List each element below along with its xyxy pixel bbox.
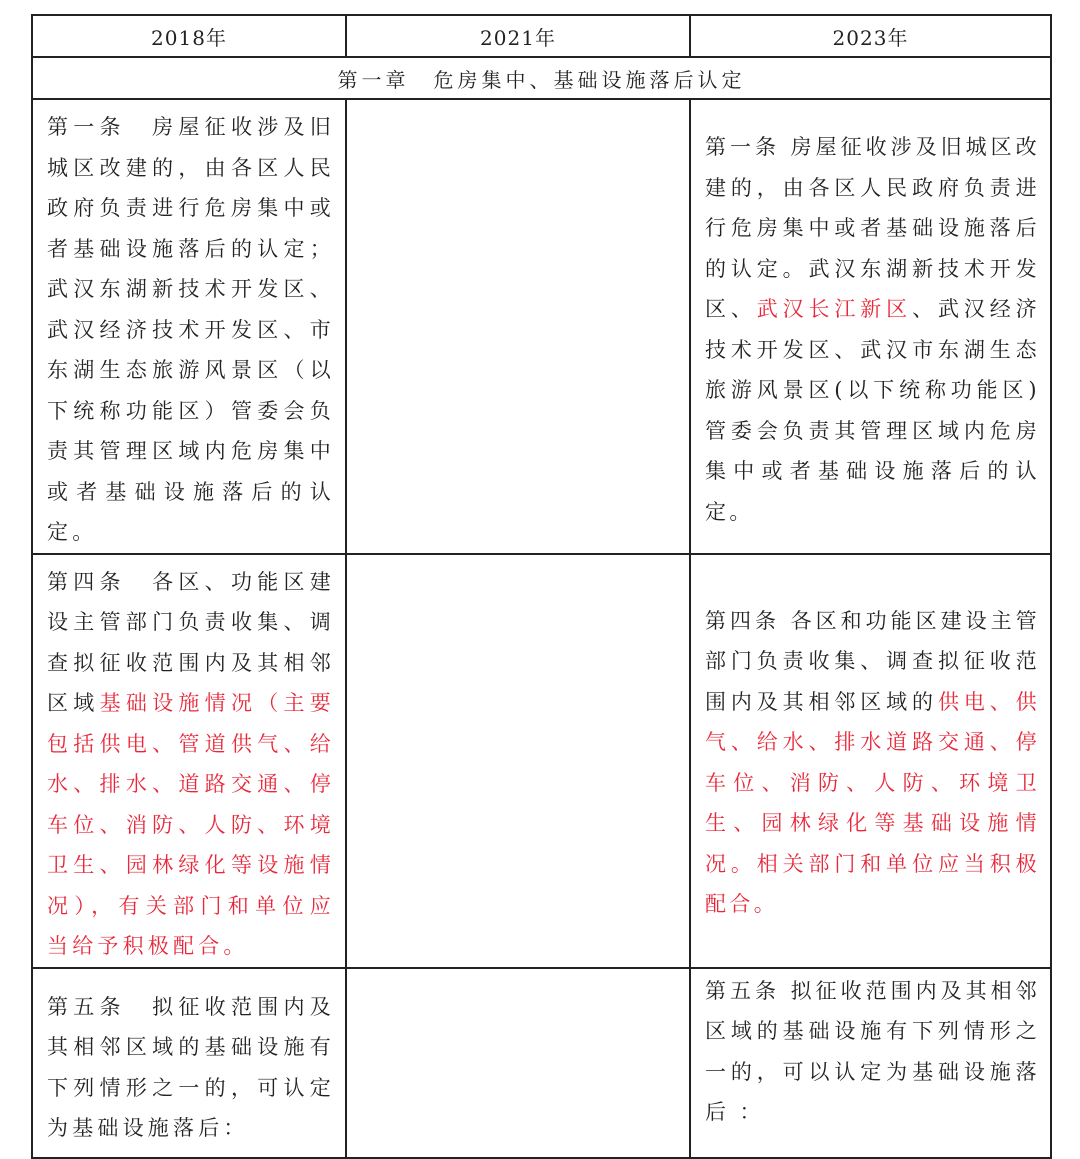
article-1-2018: [33, 100, 345, 553]
comparison-table: [31, 14, 1052, 1159]
text-segment: 、武汉经济技术开发区、武汉市东湖生态旅游风景区(以下统称功能区)管委会负责其管理区域内危房集中或者基础设施落后的认定。: [705, 297, 1040, 524]
text-segment: 第五条 拟征收范围内及其相邻区域的基础设施有下列情形之一的，可认定为基础设施落后：: [47, 994, 335, 1140]
text-segment: 第五条 拟征收范围内及其相邻区域的基础设施有下列情形之一的，可以认定为基础设施落后 ：: [705, 978, 1040, 1124]
table-row: [32, 968, 1051, 1158]
cell-2018: [32, 554, 346, 968]
header-row: [32, 15, 1051, 57]
text-segment: 第四条 各区和功能区建设主管部门负责收集、调查拟征收范围内及其相邻区域的: [705, 608, 1040, 714]
article-1-2021: [347, 100, 689, 107]
article-4-2023: [691, 555, 1050, 925]
article-4-2018: [33, 555, 345, 967]
table-row: [32, 99, 1051, 554]
chapter-title: 第一章 危房集中、基础设施落后认定: [32, 57, 1051, 99]
header-2021: 2021年: [346, 15, 690, 57]
article-1-2023: [691, 100, 1050, 532]
header-2023: 2023年: [690, 15, 1051, 57]
article-5-2018: [33, 969, 345, 1149]
cell-2021: [346, 99, 690, 554]
text-segment: 第一条 房屋征收涉及旧城区改建的，由各区人民政府负责进行危房集中或者基础设施落后的认定。武汉东湖新技术开发区、: [705, 135, 1040, 321]
highlighted-text: 基础设施情况（主要包括供电、管道供气、给水、排水、道路交通、停车位、消防、人防、环境卫生、园林绿化等设施情况），有关部门和单位应当给予积极配合。: [47, 691, 335, 958]
cell-2023: [690, 99, 1051, 554]
cell-2023: [690, 554, 1051, 968]
article-5-2023: [691, 969, 1050, 1133]
highlighted-text: 供电、供气、给水、排水道路交通、停车位、消防、人防、环境卫生、园林绿化等基础设施情况。相关部门和单位应当积极配合。: [705, 689, 1040, 916]
table-row: [32, 554, 1051, 968]
chapter-row: [32, 57, 1051, 99]
cell-2021: [346, 554, 690, 968]
cell-2018: [32, 99, 346, 554]
cell-2018: [32, 968, 346, 1158]
header-2018: 2018年: [32, 15, 346, 57]
highlighted-text: 武汉长江新区: [756, 297, 913, 321]
article-4-2021: [347, 555, 689, 562]
article-5-2021: [347, 969, 689, 976]
text-segment: 第一条 房屋征收涉及旧城区改建的，由各区人民政府负责进行危房集中或者基础设施落后的认定；武汉东湖新技术开发区、武汉经济技术开发区、市东湖生态旅游风景区（以下统称功能区）管委会负责其管理区域内危房集中或者基础设施落后的认定。: [47, 115, 335, 544]
text-segment: 第四条 各区、功能区建设主管部门负责收集、调查拟征收范围内及其相邻区域: [47, 569, 335, 715]
cell-2023: [690, 968, 1051, 1158]
cell-2021: [346, 968, 690, 1158]
